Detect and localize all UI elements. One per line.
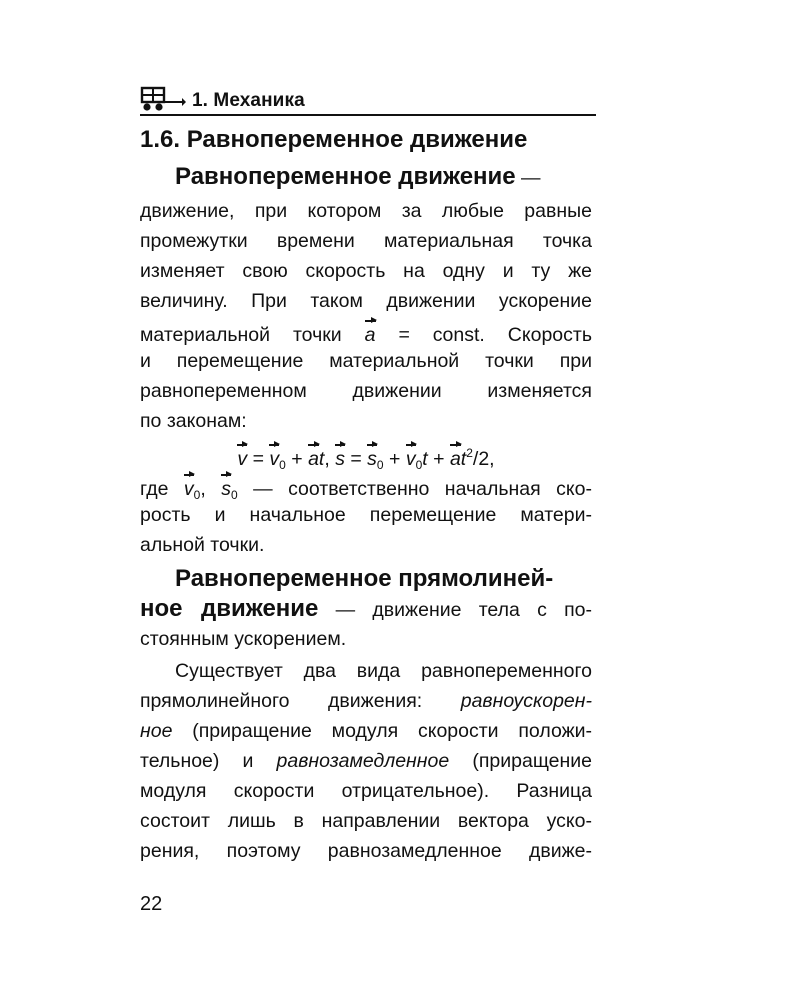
subscript: 0: [230, 488, 238, 502]
page-number: 22: [140, 893, 163, 915]
definition-line: [140, 594, 592, 624]
motion-equations: [140, 438, 592, 472]
text-line: модуля скорости отрицательное). Разница: [140, 780, 592, 802]
initial-velocity-vector: v: [406, 440, 416, 474]
text-fragment: — движение тела с по-: [318, 599, 592, 621]
subscript: 0: [193, 488, 201, 502]
cart-icon: [140, 85, 186, 113]
time-symbol: t: [460, 448, 467, 470]
text-line: [140, 746, 592, 776]
italic-term: равноускорен-: [460, 690, 592, 712]
initial-displacement-vector: s: [221, 470, 231, 504]
text-line: рения, поэтому равнозамедленное движе-: [140, 840, 592, 862]
italic-term: равнозамедленное: [276, 750, 450, 772]
text-fragment: — соответственно начальная ско-: [237, 478, 592, 500]
formula-op: =: [247, 448, 270, 470]
acceleration-vector: a: [308, 440, 319, 474]
term-rectilinear-motion-cont: ное движение: [140, 595, 319, 622]
subscript: 0: [279, 458, 286, 472]
formula-op: =: [344, 448, 368, 470]
text-line: состоит лишь в направлении вектора уско-: [140, 810, 592, 832]
italic-term: ное: [140, 720, 173, 742]
time-symbol: t: [318, 448, 325, 470]
time-symbol: t: [422, 448, 428, 470]
initial-velocity-vector: v: [269, 440, 279, 474]
text-line: промежутки времени материальная точка: [140, 230, 592, 252]
text-line: движение, при котором за любые равные: [140, 200, 592, 222]
text-fragment: (приращение модуля скорости положи-: [172, 720, 592, 742]
text-fragment: тельное) и: [140, 750, 277, 772]
initial-displacement-vector: s: [367, 440, 377, 474]
text-line: Существует два вида равнопеременного: [175, 660, 592, 682]
text-fragment: = const. Скорость: [375, 324, 592, 346]
text-line: по законам:: [140, 410, 247, 432]
dash: —: [515, 167, 541, 189]
definition-line: [175, 564, 592, 594]
section-title: 1.6. Равнопеременное движение: [140, 126, 528, 153]
text-line: [140, 470, 592, 500]
text-line: изменяет свою скорость на одну и ту же: [140, 260, 592, 282]
superscript: 2: [466, 446, 473, 460]
text-line: и перемещение материальной точки при: [140, 350, 592, 372]
text-fragment: (приращение: [449, 750, 592, 772]
term-uniformly-variable-motion: Равнопеременное движение: [175, 163, 516, 190]
text-line: [140, 686, 592, 716]
subscript: 0: [376, 458, 384, 472]
text-line: [140, 716, 592, 746]
text-line: стоянным ускорением.: [140, 628, 347, 650]
displacement-vector: s: [335, 440, 345, 474]
term-rectilinear-motion: Равнопеременное прямолиней-: [175, 565, 554, 592]
text-fragment: ,: [200, 478, 222, 500]
formula-op: +: [427, 448, 450, 470]
text-fragment: материальной точки: [140, 324, 365, 346]
text-line: равнопеременном движении изменяется: [140, 380, 592, 402]
text-line: величину. При таком движении ускорение: [140, 290, 592, 312]
definition-line: [175, 162, 592, 192]
initial-velocity-vector: v: [184, 470, 194, 504]
text-fragment: где: [140, 478, 184, 500]
formula-op: ,: [324, 448, 336, 470]
formula-op: +: [285, 448, 309, 470]
text-line: [140, 316, 592, 346]
chapter-title: 1. Механика: [192, 90, 305, 111]
subscript: 0: [415, 458, 423, 472]
text-line: альной точки.: [140, 534, 265, 556]
acceleration-vector: a: [450, 440, 461, 474]
acceleration-vector: a: [365, 316, 376, 350]
running-head: [140, 84, 596, 116]
text-fragment: прямолинейного движения:: [140, 690, 461, 712]
formula-op: +: [383, 448, 406, 470]
text-line: рость и начальное перемещение матери-: [140, 504, 592, 526]
formula-op: /2,: [472, 448, 495, 470]
velocity-vector: v: [237, 440, 247, 474]
